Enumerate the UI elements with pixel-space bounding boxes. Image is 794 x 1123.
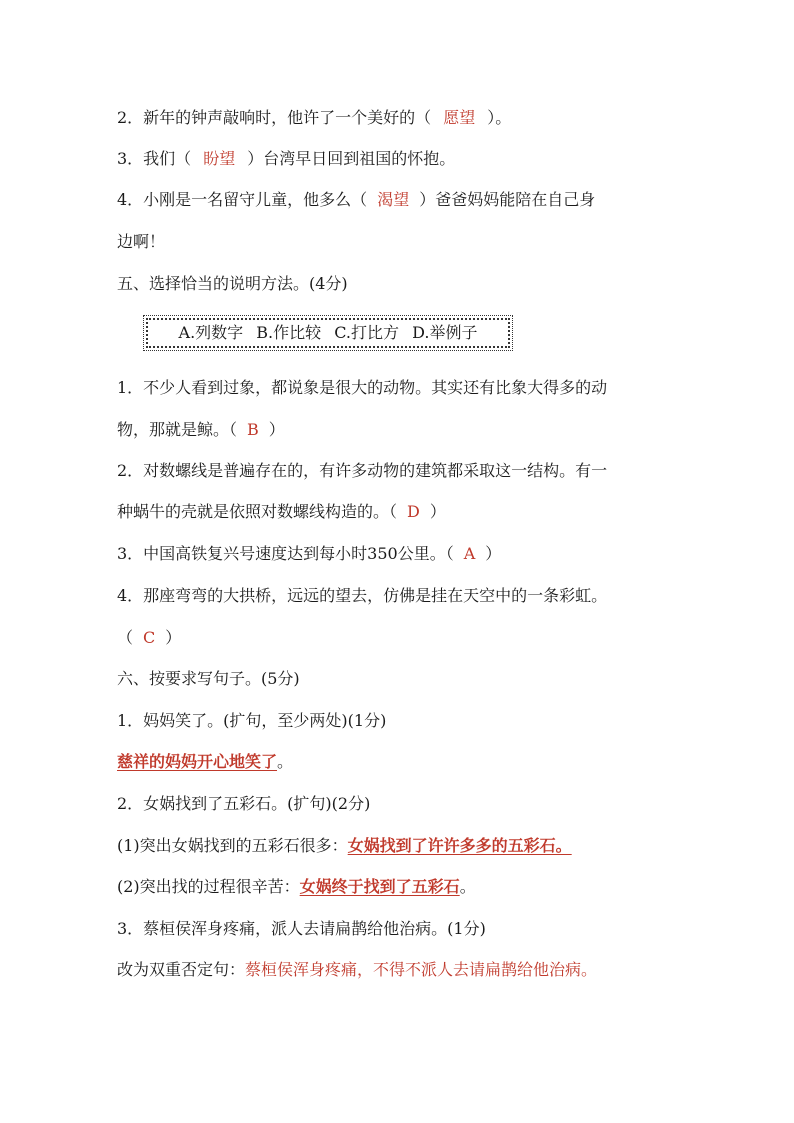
s6-q2-prompt: 2．女娲找到了五彩石。(扩句)(2分) [117, 794, 371, 813]
answer-s5-q4: C [143, 628, 156, 647]
fill-q2: 2．新年的钟声敲响时，他许了一个美好的（ 愿望 ）。 [117, 108, 512, 127]
answer-s5-q1: B [247, 420, 259, 439]
answer-q4: 渴望 [377, 190, 410, 209]
s6-q2a: (1)突出女娲找到的五彩石很多：女娲找到了许许多多的五彩石。 [117, 836, 572, 855]
s5-q1-line1: 1．不少人看到过象，都说象是很大的动物。其实还有比象大得多的动 [117, 378, 608, 397]
answer-s6-q2b: 女娲终于找到了五彩石 [299, 877, 460, 896]
s6-q2b: (2)突出找的过程很辛苦：女娲终于找到了五彩石。 [117, 877, 476, 896]
s6-q3-answer-line: 改为双重否定句：蔡桓侯浑身疼痛，不得不派人去请扁鹊给他治病。 [117, 960, 598, 979]
option-d: D.举例子 [412, 323, 478, 342]
option-b: B.作比较 [256, 323, 322, 342]
section6-title: 六、按要求写句子。(5分) [117, 669, 300, 688]
s6-q1-prompt: 1．妈妈笑了。(扩句，至少两处)(1分) [117, 711, 387, 730]
fill-q4: 4．小刚是一名留守儿童，他多么（ 渴望 ）爸爸妈妈能陪在自己身 [117, 190, 596, 209]
s5-q4-line1: 4．那座弯弯的大拱桥，远远的望去，仿佛是挂在天空中的一条彩虹。 [117, 586, 608, 605]
s5-q1-line2: 物，那就是鲸。（ B ） [117, 420, 285, 439]
s5-q2-line1: 2．对数螺线是普遍存在的，有许多动物的建筑都采取这一结构。有一 [117, 461, 608, 480]
options-box [146, 318, 510, 348]
answer-q2: 愿望 [443, 108, 476, 127]
s5-q2-line2: 种蜗牛的壳就是依照对数螺线构造的。（ D ） [117, 502, 446, 521]
s6-q3-prompt: 3．蔡桓侯浑身疼痛，派人去请扁鹊给他治病。(1分) [117, 919, 486, 938]
fill-q4-cont: 边啊！ [117, 232, 166, 251]
answer-s5-q2: D [407, 502, 420, 521]
s5-q4-line2: （ C ） [117, 628, 182, 647]
option-c: C.打比方 [334, 323, 399, 342]
s5-q3: 3．中国高铁复兴号速度达到每小时350公里。（ A ） [117, 544, 502, 563]
answer-q3: 盼望 [203, 149, 236, 168]
answer-s5-q3: A [463, 544, 476, 563]
answer-s6-q3: 蔡桓侯浑身疼痛，不得不派人去请扁鹊给他治病。 [245, 960, 598, 979]
answer-s6-q1: 慈祥的妈妈开心地笑了 [117, 752, 278, 771]
fill-q3: 3．我们（ 盼望 ）台湾早日回到祖国的怀抱。 [117, 149, 456, 168]
option-a: A.列数字 [178, 323, 244, 342]
s6-q1-answer-line: 慈祥的妈妈开心地笑了。 [117, 752, 294, 771]
section5-title: 五、选择恰当的说明方法。(4分) [117, 274, 348, 293]
answer-s6-q2a: 女娲找到了许许多多的五彩石。 [347, 836, 572, 855]
